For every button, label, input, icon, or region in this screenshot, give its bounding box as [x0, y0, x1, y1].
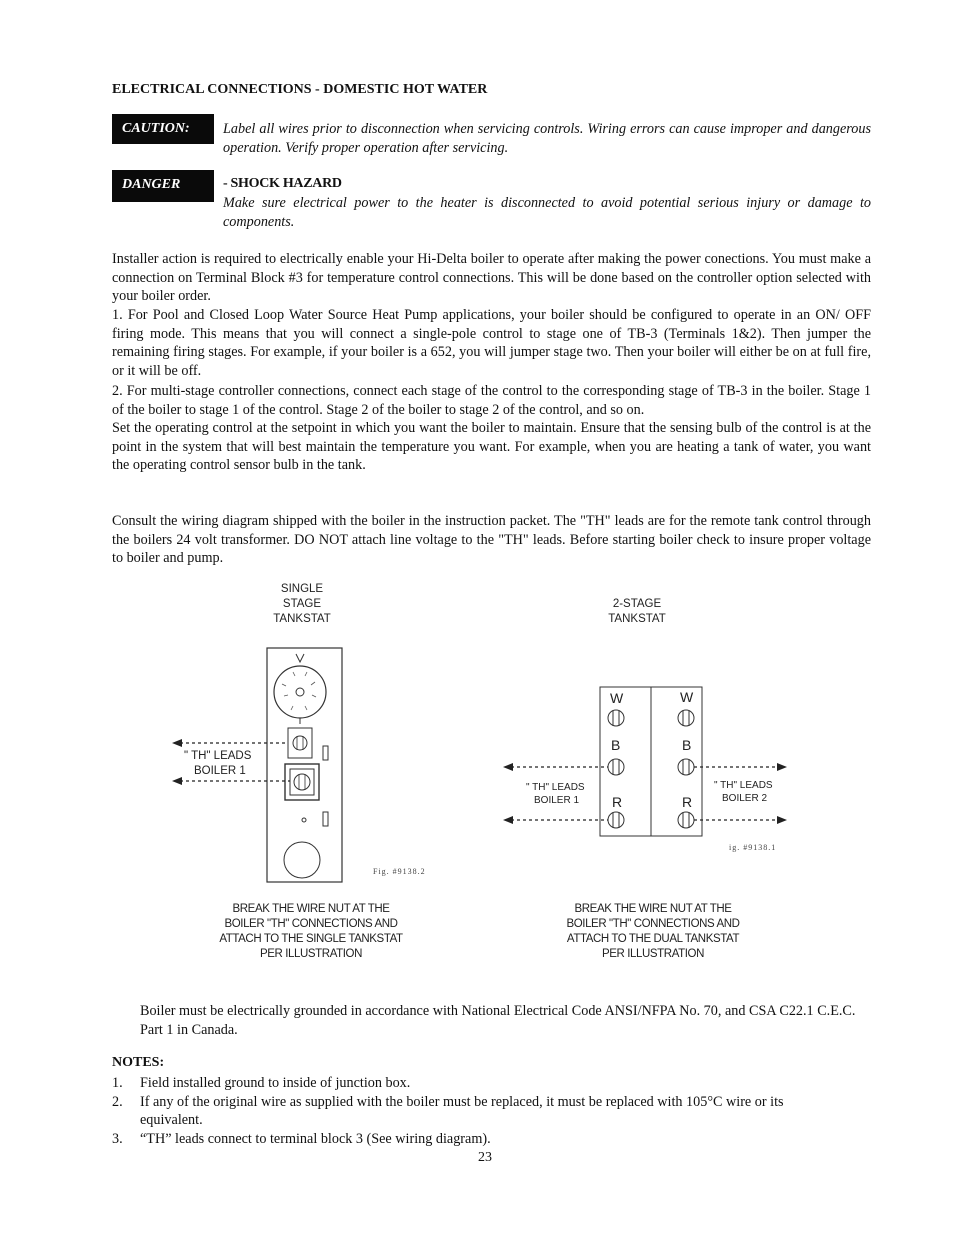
right-fig-id: ig. #9138.1	[729, 843, 777, 852]
arrow-left-icon	[172, 777, 182, 785]
single-stage-title: SINGLE STAGE TANKSTAT	[273, 583, 331, 625]
tankstat-body	[267, 648, 342, 882]
ground-paragraph: Boiler must be electrically grounded in accordance with National Electrical Code ANSI/NFPA No. 70, and CSA C22.1 C.E.C. Part 1 in Canada.	[140, 1003, 856, 1038]
terminal-b-right: B	[682, 737, 692, 753]
stage-1-panel	[600, 687, 651, 836]
list-item: 1. Field installed ground to inside of junction box.	[112, 1075, 411, 1091]
terminal-r-left: R	[612, 794, 623, 810]
terminal-w-left: W	[610, 690, 624, 706]
instruction-item-2: 2. For multi-stage controller connections, connect each stage of the control to the corresponding stage of TB-3 in the boiler. Stage 1 of the boiler to stage 1 of the control. Stage 2 of the boiler to stage 2 of the control, and so on.	[112, 383, 871, 418]
intro-paragraph: Installer action is required to electrically enable your Hi-Delta boiler to operate after making the power conections. You must make a connection on Terminal Block #3 for temperature control connections. This will be done based on the controller option selected with your boiler order.	[112, 251, 871, 305]
two-stage-title: 2-STAGE TANKSTAT	[608, 598, 666, 625]
right-th-leads-boiler1: " TH" LEADS BOILER 1	[526, 782, 585, 806]
right-th-leads-boiler2: " TH" LEADS BOILER 2	[714, 780, 773, 804]
terminal-b-left: B	[611, 737, 621, 753]
terminal-r-right: R	[682, 794, 693, 810]
caution-text: Label all wires prior to disconnection when servicing controls. Wiring errors can cause improper and dangerous operation. Verify proper operation after servicing.	[223, 121, 871, 156]
sensor-bulb-icon	[284, 842, 320, 878]
notes-list	[112, 1074, 842, 1149]
arrow-left-icon	[503, 763, 513, 771]
left-figure-caption: BREAK THE WIRE NUT AT THE BOILER "TH" CONNECTIONS AND ATTACH TO THE SINGLE TANKSTAT PER ILLUSTRATION	[219, 903, 403, 960]
danger-text: Make sure electrical power to the heater is disconnected to avoid potential serious injury or damage to components.	[223, 195, 871, 230]
left-th-leads-label: " TH" LEADS BOILER 1	[184, 750, 252, 777]
caution-label: CAUTION:	[112, 114, 214, 144]
two-stage-tankstat-diagram	[495, 680, 795, 840]
terminal-top	[288, 728, 312, 758]
arrow-left-icon	[503, 816, 513, 824]
terminal-screw-icon	[293, 736, 307, 750]
notes-title: NOTES:	[112, 1055, 165, 1070]
terminal-w-right: W	[680, 689, 694, 705]
left-fig-id: Fig. #9138.2	[373, 867, 426, 876]
danger-title: - SHOCK HAZARD	[223, 176, 342, 191]
arrow-right-icon	[777, 763, 787, 771]
setpoint-paragraph: Set the operating control at the setpoint in which you want the boiler to maintain. Ensure that the sensing bulb of the control is at the point in the system that will best maintain the temperature you want. For example, when you are heating a tank of water, you want the operating control sensor bulb in the tank.	[112, 420, 871, 474]
instruction-item-1: 1. For Pool and Closed Loop Water Source Heat Pump applications, your boiler should be configured to operate in an ON/ OFF firing mode. This means that you will connect a single-pole control to stage one of TB-3 (Terminals 1&2). Then jumper the remaining firing stages. For example, if your boiler is a 652, you will jumper stage two. Then your boiler will either be on at full fire, or it will be off.	[112, 307, 871, 380]
arrow-left-icon	[172, 739, 182, 747]
list-item: 2. If any of the original wire as supplied with the boiler must be replaced, it must be replaced with 105°C wire or its equivalent.	[112, 1093, 784, 1129]
stage-2-panel	[651, 687, 702, 836]
right-figure-caption: BREAK THE WIRE NUT AT THE BOILER "TH" CONNECTIONS AND ATTACH TO THE DUAL TANKSTAT PER ILLUSTRATION	[566, 903, 740, 960]
consult-paragraph: Consult the wiring diagram shipped with the boiler in the instruction packet. The "TH" leads are for the remote tank control through the boilers 24 volt transformer. DO NOT attach line voltage to the "TH" leads. Before starting boiler check to insure proper voltage to boiler and pump.	[112, 513, 871, 567]
page-number: 23	[478, 1150, 492, 1165]
page-heading: ELECTRICAL CONNECTIONS - DOMESTIC HOT WATER	[112, 82, 488, 97]
dial-icon	[274, 666, 326, 718]
danger-label: DANGER	[112, 170, 214, 202]
list-item: 3. “TH” leads connect to terminal block 3 (See wiring diagram).	[112, 1131, 491, 1148]
terminal-screw-icon	[294, 774, 310, 790]
arrow-right-icon	[777, 816, 787, 824]
